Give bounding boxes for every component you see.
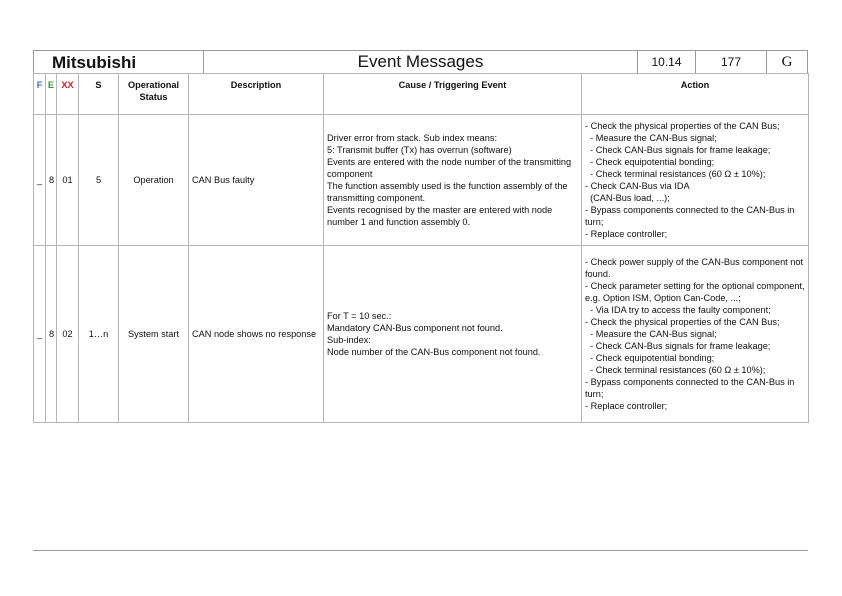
cell-s: 5 bbox=[79, 115, 119, 246]
cell-f: _ bbox=[34, 246, 46, 423]
cell-cause bbox=[324, 115, 582, 246]
table-row bbox=[34, 246, 809, 423]
action-line: - Via IDA try to access the faulty component; bbox=[585, 305, 771, 315]
cell-action bbox=[582, 246, 809, 423]
cell-s: 1…n bbox=[79, 246, 119, 423]
brand-logo: Mitsubishi bbox=[34, 51, 204, 73]
cause-line: 5: Transmit buffer (Tx) has overrun (software) bbox=[327, 145, 512, 155]
cell-e: 8 bbox=[46, 115, 57, 246]
page-number: 177 bbox=[696, 51, 767, 73]
column-header-action: Action bbox=[582, 74, 809, 115]
action-line: - Check parameter setting for the optional component, e.g. Option ISM, Option Can-Code, ...; bbox=[585, 281, 808, 303]
cell-action bbox=[582, 115, 809, 246]
cause-line: For T = 10 sec.: bbox=[327, 311, 392, 321]
cell-status: System start bbox=[119, 246, 189, 423]
cause-line: Node number of the CAN-Bus component not found. bbox=[327, 347, 541, 357]
action-line: - Replace controller; bbox=[585, 401, 668, 411]
cell-description: CAN node shows no response bbox=[189, 246, 324, 423]
column-header-e: E bbox=[46, 74, 57, 115]
cell-f: _ bbox=[34, 115, 46, 246]
column-header-xx: XX bbox=[57, 74, 79, 115]
page-header bbox=[33, 50, 808, 74]
cell-description: CAN Bus faulty bbox=[189, 115, 324, 246]
action-line: - Replace controller; bbox=[585, 229, 668, 239]
cell-xx: 01 bbox=[57, 115, 79, 246]
action-line: - Check CAN-Bus signals for frame leakage; bbox=[585, 145, 771, 155]
action-line: - Bypass components connected to the CAN-Bus in turn; bbox=[585, 377, 797, 399]
action-line: (CAN-Bus load, ...); bbox=[585, 193, 670, 203]
action-line: - Check equipotential bonding; bbox=[585, 157, 715, 167]
action-line: - Check terminal resistances (60 Ω ± 10%); bbox=[585, 169, 766, 179]
action-line: - Check CAN-Bus signals for frame leakage; bbox=[585, 341, 771, 351]
event-messages-table bbox=[33, 73, 809, 423]
column-header-f: F bbox=[34, 74, 46, 115]
action-line: - Check equipotential bonding; bbox=[585, 353, 715, 363]
table-header-row bbox=[34, 74, 809, 115]
page-title: Event Messages bbox=[204, 51, 638, 73]
cause-line: Driver error from stack. Sub index means: bbox=[327, 133, 498, 143]
cause-line: Sub-index: bbox=[327, 335, 371, 345]
cause-line: The function assembly used is the function assembly of the transmitting component. bbox=[327, 181, 571, 203]
cell-cause bbox=[324, 246, 582, 423]
action-line: - Check the physical properties of the CAN Bus; bbox=[585, 317, 780, 327]
action-line: - Check power supply of the CAN-Bus component not found. bbox=[585, 257, 806, 279]
action-line: - Check the physical properties of the CAN Bus; bbox=[585, 121, 780, 131]
action-line: - Measure the CAN-Bus signal; bbox=[585, 329, 717, 339]
footer-divider bbox=[33, 550, 808, 551]
column-header-status: Operational Status bbox=[119, 74, 189, 115]
column-header-s: S bbox=[79, 74, 119, 115]
cell-e: 8 bbox=[46, 246, 57, 423]
cause-line: Events recognised by the master are entered with node number 1 and function assembly 0. bbox=[327, 205, 555, 227]
version-number: 10.14 bbox=[638, 51, 696, 73]
cause-line: Mandatory CAN-Bus component not found. bbox=[327, 323, 503, 333]
action-line: - Check CAN-Bus via IDA bbox=[585, 181, 690, 191]
action-line: - Check terminal resistances (60 Ω ± 10%); bbox=[585, 365, 766, 375]
action-line: - Bypass components connected to the CAN-Bus in turn; bbox=[585, 205, 797, 227]
cell-xx: 02 bbox=[57, 246, 79, 423]
table-row bbox=[34, 115, 809, 246]
action-line: - Measure the CAN-Bus signal; bbox=[585, 133, 717, 143]
cell-status: Operation bbox=[119, 115, 189, 246]
column-header-cause: Cause / Triggering Event bbox=[324, 74, 582, 115]
cause-line: Events are entered with the node number of the transmitting component bbox=[327, 157, 574, 179]
column-header-description: Description bbox=[189, 74, 324, 115]
revision-letter: G bbox=[781, 53, 793, 70]
